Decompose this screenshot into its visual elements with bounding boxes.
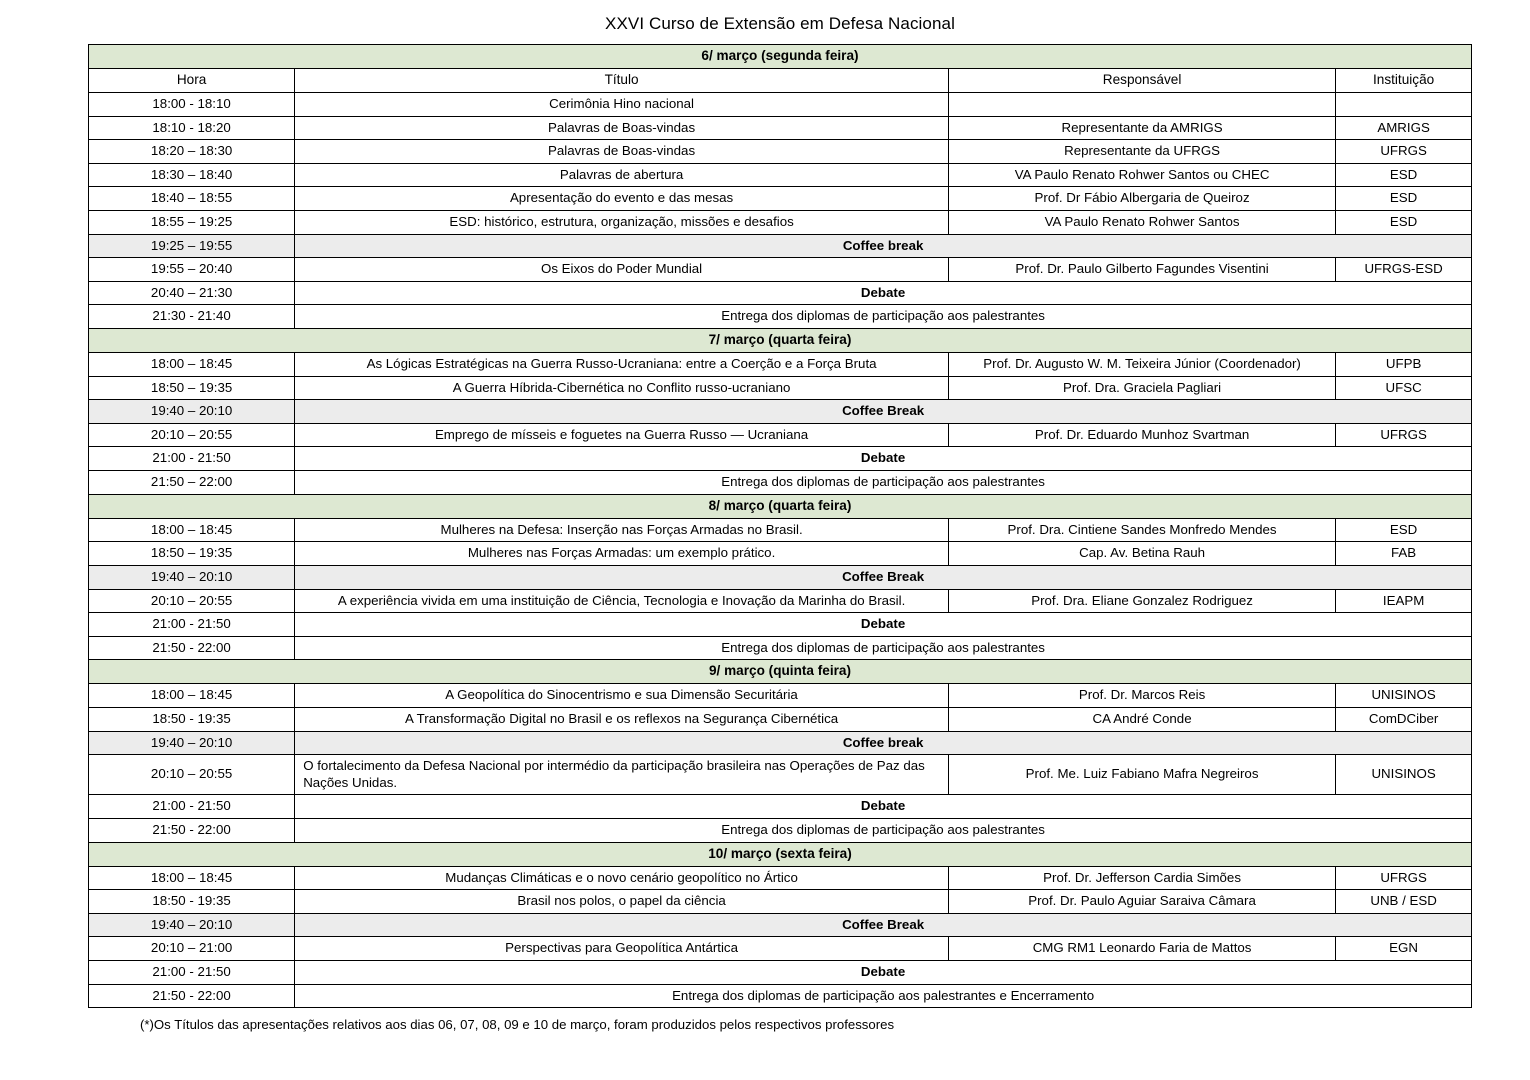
cell-span-label: Entrega dos diplomas de participação aos palestrantes xyxy=(295,818,1472,842)
cell-institution: UFRGS xyxy=(1336,866,1472,890)
cell-title: A Geopolítica do Sinocentrismo e sua Dimensão Securitária xyxy=(295,684,949,708)
cell-time: 21:50 - 22:00 xyxy=(89,818,295,842)
cell-time: 21:00 - 21:50 xyxy=(89,795,295,819)
cell-institution: ESD xyxy=(1336,187,1472,211)
table-row xyxy=(89,795,1472,819)
table-row xyxy=(89,211,1472,235)
page-title: XXVI Curso de Extensão em Defesa Nacional xyxy=(605,14,955,33)
table-row xyxy=(89,376,1472,400)
cell-time: 20:40 – 21:30 xyxy=(89,281,295,305)
cell-institution: EGN xyxy=(1336,937,1472,961)
column-header-instituicao: Instituição xyxy=(1336,68,1472,92)
table-row xyxy=(89,961,1472,985)
cell-institution: UNISINOS xyxy=(1336,755,1472,795)
cell-responsible: Prof. Me. Luiz Fabiano Mafra Negreiros xyxy=(948,755,1335,795)
cell-responsible: Cap. Av. Betina Rauh xyxy=(948,542,1335,566)
cell-responsible: Prof. Dr. Jefferson Cardia Simões xyxy=(948,866,1335,890)
day-header-row xyxy=(89,660,1472,684)
cell-title: Perspectivas para Geopolítica Antártica xyxy=(295,937,949,961)
cell-institution: UFSC xyxy=(1336,376,1472,400)
cell-title: Palavras de Boas-vindas xyxy=(295,140,949,164)
table-row xyxy=(89,707,1472,731)
schedule-table xyxy=(88,44,1472,1008)
cell-time: 20:10 – 20:55 xyxy=(89,755,295,795)
cell-time: 19:40 – 20:10 xyxy=(89,913,295,937)
cell-responsible: Prof. Dr. Augusto W. M. Teixeira Júnior (Coordenador) xyxy=(948,353,1335,377)
table-row xyxy=(89,818,1472,842)
cell-time: 18:00 – 18:45 xyxy=(89,684,295,708)
table-row xyxy=(89,353,1472,377)
cell-responsible xyxy=(948,92,1335,116)
cell-time: 18:50 - 19:35 xyxy=(89,890,295,914)
cell-time: 20:10 – 21:00 xyxy=(89,937,295,961)
schedule-body xyxy=(89,45,1472,1008)
cell-institution: ESD xyxy=(1336,211,1472,235)
cell-span-label: Debate xyxy=(295,961,1472,985)
cell-time: 18:30 – 18:40 xyxy=(89,163,295,187)
table-row xyxy=(89,518,1472,542)
cell-span-label: Entrega dos diplomas de participação aos palestrantes xyxy=(295,305,1472,329)
cell-time: 20:10 – 20:55 xyxy=(89,589,295,613)
cell-span-label: Debate xyxy=(295,795,1472,819)
cell-time: 21:50 - 22:00 xyxy=(89,984,295,1008)
cell-span-label: Coffee Break xyxy=(295,565,1472,589)
table-row xyxy=(89,116,1472,140)
cell-institution: UFRGS-ESD xyxy=(1336,258,1472,282)
cell-title: O fortalecimento da Defesa Nacional por intermédio da participação brasileira nas Operações de Paz das Nações Unidas. xyxy=(295,755,949,795)
table-row xyxy=(89,400,1472,424)
table-row xyxy=(89,613,1472,637)
cell-title: Cerimônia Hino nacional xyxy=(295,92,949,116)
cell-title: Brasil nos polos, o papel da ciência xyxy=(295,890,949,914)
cell-responsible: Representante da UFRGS xyxy=(948,140,1335,164)
cell-time: 18:00 – 18:45 xyxy=(89,353,295,377)
table-row xyxy=(89,565,1472,589)
cell-time: 18:00 – 18:45 xyxy=(89,866,295,890)
cell-time: 18:55 – 19:25 xyxy=(89,211,295,235)
cell-title: Apresentação do evento e das mesas xyxy=(295,187,949,211)
day-header-label: 10/ março (sexta feira) xyxy=(89,842,1472,866)
cell-span-label: Coffee break xyxy=(295,234,1472,258)
table-row xyxy=(89,913,1472,937)
cell-title: Os Eixos do Poder Mundial xyxy=(295,258,949,282)
table-row xyxy=(89,281,1472,305)
cell-institution: ESD xyxy=(1336,163,1472,187)
table-row xyxy=(89,542,1472,566)
cell-span-label: Entrega dos diplomas de participação aos palestrantes xyxy=(295,471,1472,495)
cell-responsible: CMG RM1 Leonardo Faria de Mattos xyxy=(948,937,1335,961)
day-header-row xyxy=(89,45,1472,69)
cell-institution: ESD xyxy=(1336,518,1472,542)
cell-span-label: Coffee Break xyxy=(295,400,1472,424)
cell-time: 21:00 - 21:50 xyxy=(89,961,295,985)
day-header-label: 9/ março (quinta feira) xyxy=(89,660,1472,684)
cell-time: 18:50 – 19:35 xyxy=(89,376,295,400)
cell-time: 18:00 - 18:10 xyxy=(89,92,295,116)
table-row xyxy=(89,755,1472,795)
cell-time: 18:40 – 18:55 xyxy=(89,187,295,211)
day-header-label: 8/ março (quarta feira) xyxy=(89,494,1472,518)
table-row xyxy=(89,258,1472,282)
table-row xyxy=(89,187,1472,211)
table-row xyxy=(89,305,1472,329)
cell-time: 20:10 – 20:55 xyxy=(89,423,295,447)
cell-time: 18:50 - 19:35 xyxy=(89,707,295,731)
cell-time: 21:50 – 22:00 xyxy=(89,471,295,495)
cell-title: Mulheres nas Forças Armadas: um exemplo prático. xyxy=(295,542,949,566)
cell-institution: UFRGS xyxy=(1336,423,1472,447)
cell-responsible: Prof. Dr. Marcos Reis xyxy=(948,684,1335,708)
cell-span-label: Coffee Break xyxy=(295,913,1472,937)
cell-span-label: Debate xyxy=(295,613,1472,637)
cell-title: Palavras de Boas-vindas xyxy=(295,116,949,140)
column-header-responsavel: Responsável xyxy=(948,68,1335,92)
cell-time: 18:20 – 18:30 xyxy=(89,140,295,164)
cell-title: Palavras de abertura xyxy=(295,163,949,187)
cell-span-label: Entrega dos diplomas de participação aos palestrantes xyxy=(295,636,1472,660)
cell-title: Emprego de mísseis e foguetes na Guerra Russo — Ucraniana xyxy=(295,423,949,447)
cell-span-label: Entrega dos diplomas de participação aos palestrantes e Encerramento xyxy=(295,984,1472,1008)
cell-institution: IEAPM xyxy=(1336,589,1472,613)
day-header-label: 7/ março (quarta feira) xyxy=(89,329,1472,353)
cell-time: 19:40 – 20:10 xyxy=(89,731,295,755)
cell-institution: UNB / ESD xyxy=(1336,890,1472,914)
cell-time: 19:40 – 20:10 xyxy=(89,565,295,589)
cell-institution: FAB xyxy=(1336,542,1472,566)
cell-institution: UFPB xyxy=(1336,353,1472,377)
day-header-row xyxy=(89,842,1472,866)
table-row xyxy=(89,423,1472,447)
day-header-row xyxy=(89,494,1472,518)
cell-title: A experiência vivida em uma instituição de Ciência, Tecnologia e Inovação da Marinha do Brasil. xyxy=(295,589,949,613)
cell-time: 18:50 – 19:35 xyxy=(89,542,295,566)
cell-time: 18:00 – 18:45 xyxy=(89,518,295,542)
cell-span-label: Coffee break xyxy=(295,731,1472,755)
cell-institution: ComDCiber xyxy=(1336,707,1472,731)
table-row xyxy=(89,234,1472,258)
table-row xyxy=(89,890,1472,914)
table-row xyxy=(89,684,1472,708)
cell-title: Mulheres na Defesa: Inserção nas Forças Armadas no Brasil. xyxy=(295,518,949,542)
cell-time: 21:50 - 22:00 xyxy=(89,636,295,660)
column-header-titulo: Título xyxy=(295,68,949,92)
cell-time: 19:40 – 20:10 xyxy=(89,400,295,424)
cell-responsible: Prof. Dr. Eduardo Munhoz Svartman xyxy=(948,423,1335,447)
cell-responsible: VA Paulo Renato Rohwer Santos xyxy=(948,211,1335,235)
table-row xyxy=(89,937,1472,961)
cell-responsible: VA Paulo Renato Rohwer Santos ou CHEC xyxy=(948,163,1335,187)
cell-institution xyxy=(1336,92,1472,116)
column-header-row xyxy=(89,68,1472,92)
cell-institution: UNISINOS xyxy=(1336,684,1472,708)
cell-institution: AMRIGS xyxy=(1336,116,1472,140)
cell-responsible: Prof. Dra. Eliane Gonzalez Rodriguez xyxy=(948,589,1335,613)
cell-span-label: Debate xyxy=(295,447,1472,471)
cell-title: As Lógicas Estratégicas na Guerra Russo-Ucraniana: entre a Coerção e a Força Bruta xyxy=(295,353,949,377)
cell-time: 18:10 - 18:20 xyxy=(89,116,295,140)
cell-responsible: Prof. Dr. Paulo Gilberto Fagundes Visentini xyxy=(948,258,1335,282)
cell-span-label: Debate xyxy=(295,281,1472,305)
cell-responsible: Prof. Dr Fábio Albergaria de Queiroz xyxy=(948,187,1335,211)
day-header-row xyxy=(89,329,1472,353)
cell-responsible: Representante da AMRIGS xyxy=(948,116,1335,140)
cell-responsible: Prof. Dra. Graciela Pagliari xyxy=(948,376,1335,400)
cell-responsible: Prof. Dr. Paulo Aguiar Saraiva Câmara xyxy=(948,890,1335,914)
table-row xyxy=(89,92,1472,116)
table-row xyxy=(89,163,1472,187)
cell-title: A Transformação Digital no Brasil e os reflexos na Segurança Cibernética xyxy=(295,707,949,731)
table-row xyxy=(89,866,1472,890)
table-row xyxy=(89,731,1472,755)
table-row xyxy=(89,447,1472,471)
table-row xyxy=(89,589,1472,613)
cell-institution: UFRGS xyxy=(1336,140,1472,164)
cell-title: ESD: histórico, estrutura, organização, missões e desafios xyxy=(295,211,949,235)
cell-time: 19:25 – 19:55 xyxy=(89,234,295,258)
column-header-hora: Hora xyxy=(89,68,295,92)
footnote: (*)Os Títulos das apresentações relativos aos dias 06, 07, 08, 09 e 10 de março, foram produzidos pelos respectivos professores xyxy=(140,1017,895,1033)
cell-title: A Guerra Híbrida-Cibernética no Conflito russo-ucraniano xyxy=(295,376,949,400)
cell-responsible: Prof. Dra. Cintiene Sandes Monfredo Mendes xyxy=(948,518,1335,542)
cell-time: 21:00 - 21:50 xyxy=(89,613,295,637)
table-row xyxy=(89,471,1472,495)
table-row xyxy=(89,636,1472,660)
day-header-label: 6/ março (segunda feira) xyxy=(89,45,1472,69)
cell-time: 21:30 - 21:40 xyxy=(89,305,295,329)
table-row xyxy=(89,140,1472,164)
table-row xyxy=(89,984,1472,1008)
cell-title: Mudanças Climáticas e o novo cenário geopolítico no Ártico xyxy=(295,866,949,890)
cell-time: 21:00 - 21:50 xyxy=(89,447,295,471)
cell-responsible: CA André Conde xyxy=(948,707,1335,731)
cell-time: 19:55 – 20:40 xyxy=(89,258,295,282)
